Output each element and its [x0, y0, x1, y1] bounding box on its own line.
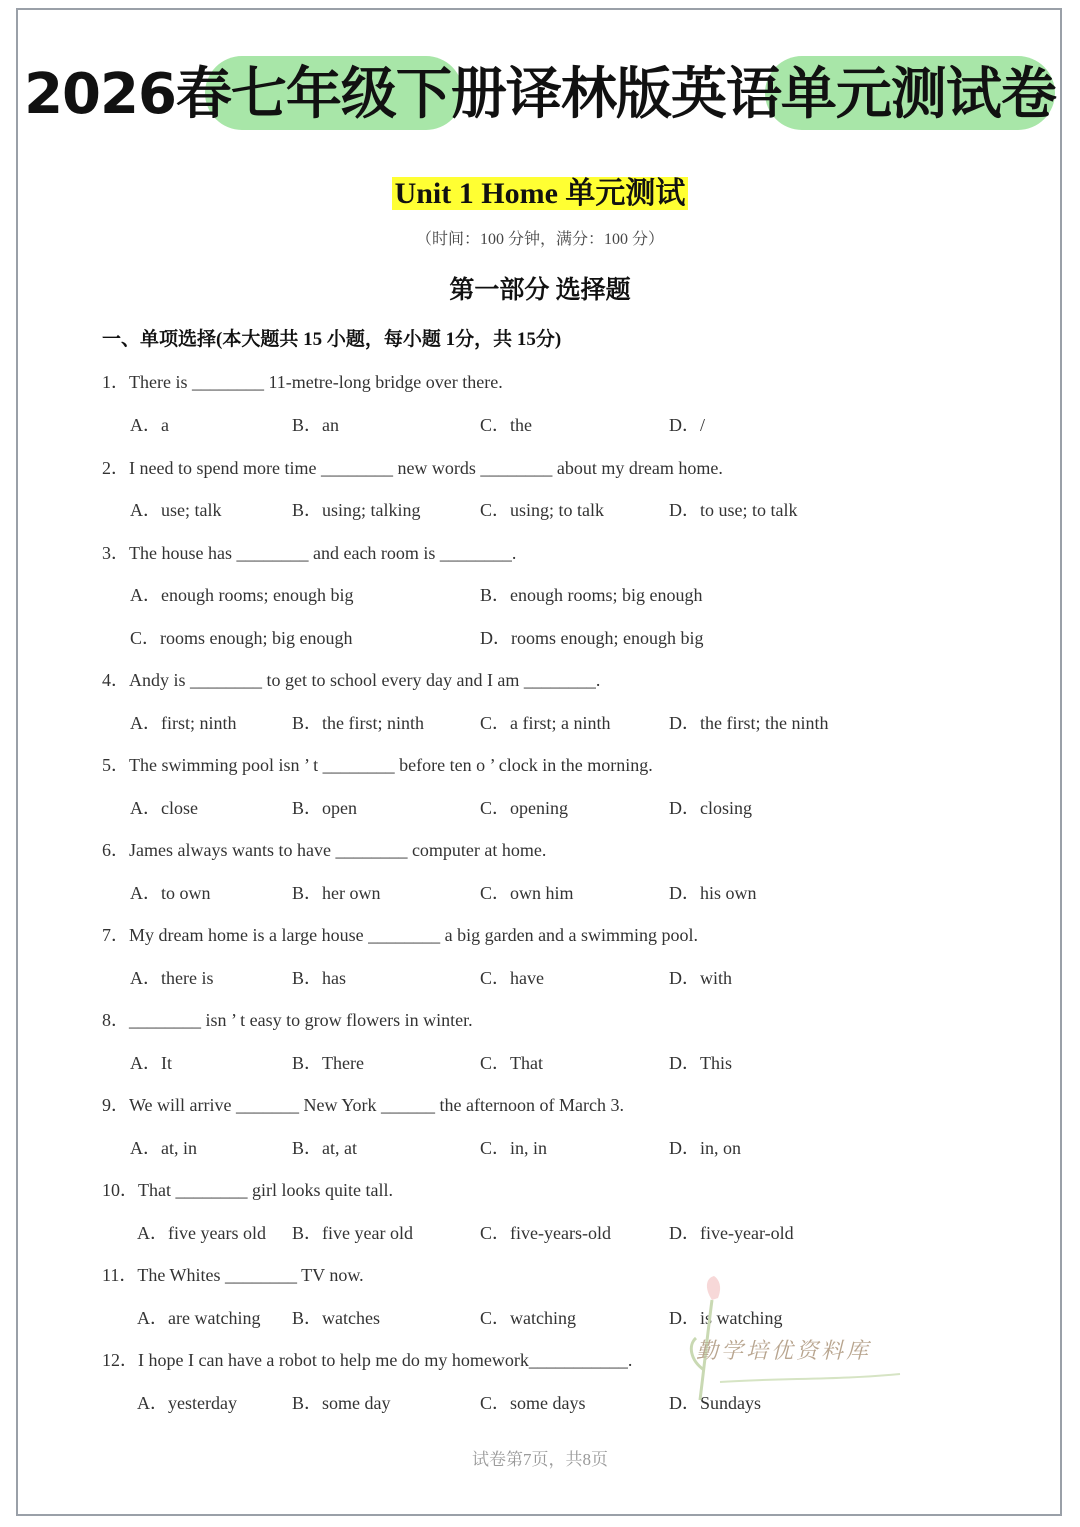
option: A．enough rooms; enough big [130, 585, 354, 605]
banner [0, 50, 1080, 140]
question-stem: 6．James always wants to have ________ computer at home. [102, 840, 547, 860]
option: D．This [669, 1053, 732, 1073]
option: D．his own [669, 883, 757, 903]
banner-title: 2026春七年级下册译林版英语单元测试卷 [24, 62, 1056, 127]
question-stem: 5．The swimming pool isn ’ t ________ before ten o ’ clock in the morning. [102, 755, 653, 775]
option: D．five-year-old [669, 1223, 794, 1243]
question-stem: 2．I need to spend more time ________ new words ________ about my dream home. [102, 458, 723, 478]
option: B．an [292, 415, 339, 435]
option: C．watching [480, 1308, 576, 1328]
option: C．some days [480, 1393, 586, 1413]
option: A．It [130, 1053, 172, 1073]
option: B．using; talking [292, 500, 421, 520]
time-note: （时间：100 分钟，满分：100 分） [415, 231, 664, 248]
question-stem: 12．I hope I can have a robot to help me do my homework___________. [102, 1350, 633, 1370]
option: A．are watching [137, 1308, 261, 1328]
option: C．a first; a ninth [480, 713, 611, 733]
question-stem: 11．The Whites ________ TV now. [102, 1265, 364, 1285]
option: C．own him [480, 883, 574, 903]
option: C．opening [480, 798, 568, 818]
option: B．at, at [292, 1138, 357, 1158]
option: D．is watching [669, 1308, 783, 1328]
option: C．have [480, 968, 544, 988]
option: B．some day [292, 1393, 391, 1413]
question-stem: 1．There is ________ 11-metre-long bridge over there. [102, 372, 503, 392]
option: B．five year old [292, 1223, 413, 1243]
option: A．there is [130, 968, 214, 988]
option: A．first; ninth [130, 713, 237, 733]
option: B．the first; ninth [292, 713, 424, 733]
option: D．/ [669, 415, 705, 435]
part-title: 第一部分 选择题 [449, 277, 631, 304]
option: B．watches [292, 1308, 380, 1328]
option: D．with [669, 968, 732, 988]
option: A．use; talk [130, 500, 222, 520]
option: A．a [130, 415, 169, 435]
question-stem: 7．My dream home is a large house ________ a big garden and a swimming pool. [102, 925, 699, 945]
option: D．in, on [669, 1138, 741, 1158]
option: C．five-years-old [480, 1223, 611, 1243]
question-stem: 3．The house has ________ and each room is ________. [102, 543, 517, 563]
option: D．to use; to talk [669, 500, 798, 520]
question-stem: 4．Andy is ________ to get to school every day and I am ________. [102, 670, 601, 690]
option: C．That [480, 1053, 543, 1073]
option: B．her own [292, 883, 381, 903]
question-stem: 10．That ________ girl looks quite tall. [102, 1180, 393, 1200]
option: C．the [480, 415, 532, 435]
option: A．yesterday [137, 1393, 237, 1413]
unit-title: Unit 1 Home 单元测试 [0, 168, 1080, 212]
option: A．five years old [137, 1223, 266, 1243]
watermark-text: 勤学培优资料库 [696, 1339, 872, 1364]
option: B．There [292, 1053, 364, 1073]
option: B．open [292, 798, 357, 818]
option: C．rooms enough; big enough [130, 628, 353, 648]
question-stem: 8．________ isn ’ t easy to grow flowers in winter. [102, 1010, 473, 1030]
option: A．at, in [130, 1138, 197, 1158]
question-stem: 9．We will arrive _______ New York ______ the afternoon of March 3. [102, 1095, 624, 1115]
option: D．Sundays [669, 1393, 762, 1413]
option: A．to own [130, 883, 211, 903]
page-footer: 试卷第7页，共8页 [472, 1450, 608, 1469]
option: C．using; to talk [480, 500, 605, 520]
option: B．has [292, 968, 346, 988]
option: D．closing [669, 798, 752, 818]
option: D．the first; the ninth [669, 713, 829, 733]
option: B．enough rooms; big enough [480, 585, 703, 605]
option: A．close [130, 798, 198, 818]
section-title: 一、单项选择(本大题共 15 小题，每小题 1分，共 15分) [102, 329, 562, 350]
option: C．in, in [480, 1138, 548, 1158]
option: D．rooms enough; enough big [480, 628, 704, 648]
